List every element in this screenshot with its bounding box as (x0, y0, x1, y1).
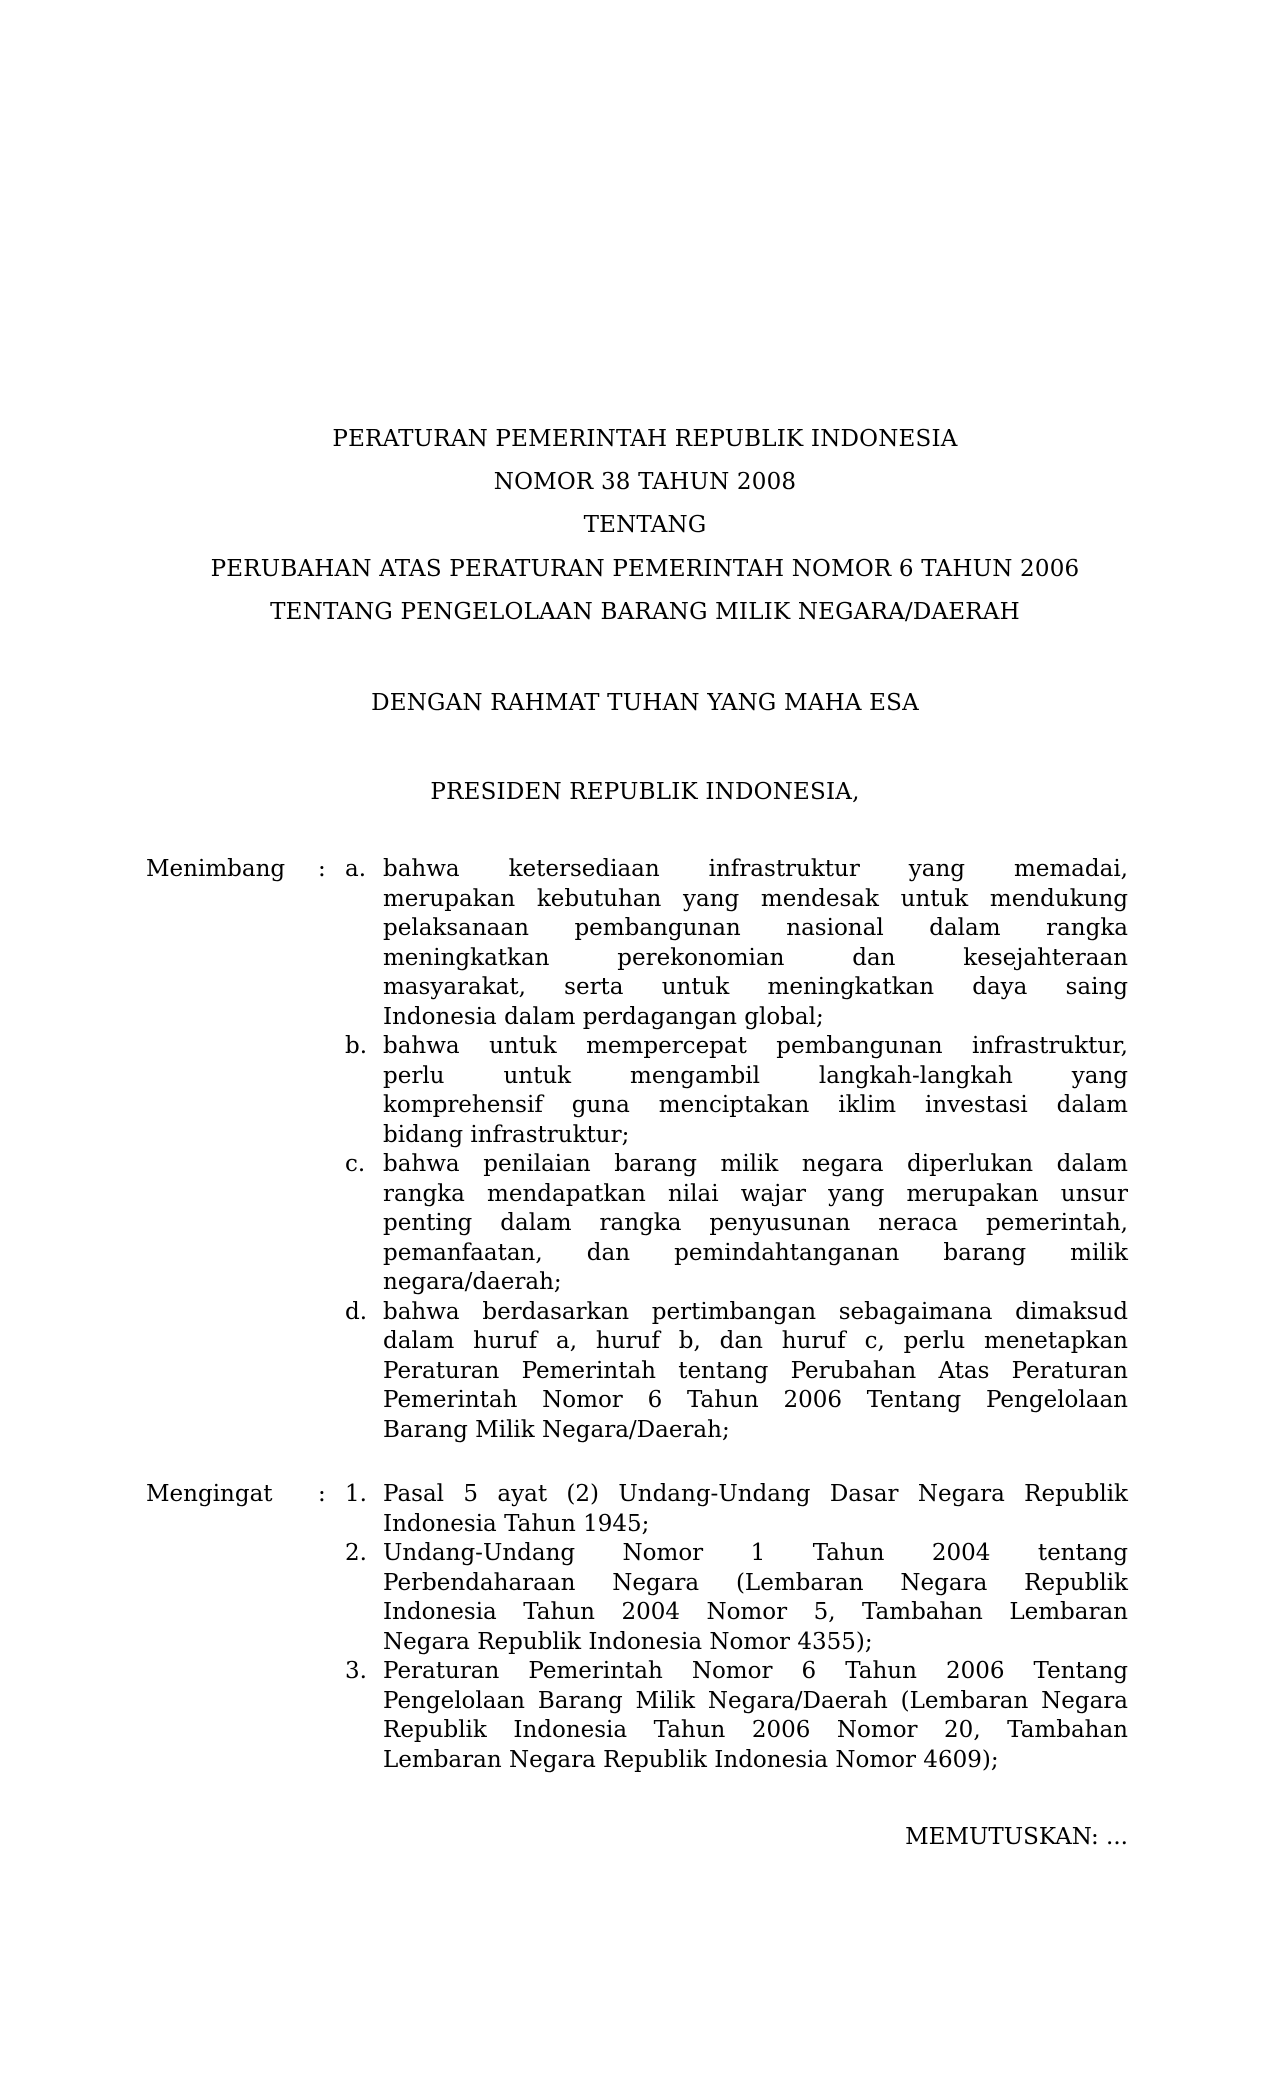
text-line: pelaksanaan pembangunan nasional dalam rangka (383, 915, 1128, 941)
title-line-3: TENTANG (583, 512, 707, 539)
text-line: bidang infrastruktur; (383, 1121, 630, 1148)
section-separator: : (318, 856, 326, 882)
text-line: Lembaran Negara Republik Indonesia Nomor 4609); (383, 1746, 999, 1773)
list-item-marker: 2. (345, 1540, 367, 1566)
text-line: bahwa untuk mempercepat pembangunan infrastruktur, (383, 1033, 1128, 1059)
section-label: Menimbang (146, 856, 286, 882)
section-label: Mengingat (146, 1481, 273, 1507)
list-item (345, 1657, 1128, 1775)
title-line-4: PERUBAHAN ATAS PERATURAN PEMERINTAH NOMOR 6 TAHUN 2006 (210, 555, 1080, 582)
text-line: Pemerintah Nomor 6 Tahun 2006 Tentang Pengelolaan (383, 1387, 1128, 1413)
authority-line: PRESIDEN REPUBLIK INDONESIA, (430, 779, 860, 805)
text-line: bahwa penilaian barang milik negara diperlukan dalam (383, 1151, 1128, 1177)
list-item-marker: 1. (345, 1481, 367, 1507)
text-line: bahwa berdasarkan pertimbangan sebagaimana dimaksud (383, 1298, 1128, 1325)
section-separator: : (318, 1481, 326, 1507)
document-title-block (150, 418, 1140, 634)
text-line: Republik Indonesia Tahun 2006 Nomor 20, Tambahan (383, 1717, 1128, 1743)
text-line: Indonesia dalam perdagangan global; (383, 1003, 824, 1030)
list-item-text (383, 1298, 1128, 1446)
text-line: perlu untuk mengambil langkah-langkah yang (383, 1062, 1128, 1089)
list-item-marker: c. (345, 1151, 366, 1177)
text-line: Negara Republik Indonesia Nomor 4355); (383, 1628, 873, 1655)
text-line: Indonesia Tahun 1945; (383, 1510, 650, 1537)
title-line-5: TENTANG PENGELOLAAN BARANG MILIK NEGARA/DAERAH (270, 598, 1020, 625)
text-line: meningkatkan perekonomian dan kesejahteraan (383, 944, 1128, 971)
list-item-text (383, 1539, 1128, 1657)
text-line: Undang-Undang Nomor 1 Tahun 2004 tentang (383, 1540, 1128, 1566)
text-line: bahwa ketersediaan infrastruktur yang memadai, (383, 856, 1128, 882)
list-item-text (383, 1657, 1128, 1775)
text-line: Peraturan Pemerintah Nomor 6 Tahun 2006 Tentang (383, 1658, 1128, 1684)
list-item (345, 855, 1128, 1032)
text-line: penting dalam rangka penyusunan neraca pemerintah, (383, 1210, 1128, 1236)
text-line: dalam huruf a, huruf b, dan huruf c, perlu menetapkan (383, 1328, 1128, 1354)
list-item-text (383, 1032, 1128, 1150)
list-item-marker: 3. (345, 1658, 367, 1684)
text-line: negara/daerah; (383, 1269, 562, 1295)
text-line: rangka mendapatkan nilai wajar yang merupakan unsur (383, 1180, 1128, 1207)
list-item-text (383, 855, 1128, 1032)
text-line: merupakan kebutuhan yang mendesak untuk mendukung (383, 885, 1128, 912)
section-items (345, 1480, 1128, 1775)
list-item (345, 1480, 1128, 1539)
text-line: komprehensif guna menciptakan iklim investasi dalam (383, 1092, 1128, 1118)
list-item-marker: d. (345, 1298, 368, 1325)
list-item (345, 1539, 1128, 1657)
list-item-text (383, 1150, 1128, 1298)
text-line: masyarakat, serta untuk meningkatkan daya saing (383, 974, 1128, 1000)
list-item-marker: a. (345, 856, 367, 882)
text-line: Pengelolaan Barang Milik Negara/Daerah (Lembaran Negara (383, 1687, 1128, 1714)
section-items (345, 855, 1128, 1445)
decision-line: MEMUTUSKAN: ... (905, 1824, 1128, 1850)
list-item (345, 1032, 1128, 1150)
section-mengingat (146, 1480, 1128, 1775)
text-line: Indonesia Tahun 2004 Nomor 5, Tambahan Lembaran (383, 1599, 1128, 1625)
list-item-text (383, 1480, 1128, 1539)
title-line-2: NOMOR 38 TAHUN 2008 (493, 469, 797, 496)
section-menimbang (146, 855, 1128, 1445)
list-item-marker: b. (345, 1033, 368, 1059)
motto-line: DENGAN RAHMAT TUHAN YANG MAHA ESA (371, 690, 919, 716)
text-line: Perbendaharaan Negara (Lembaran Negara Republik (383, 1569, 1128, 1596)
title-line-1: PERATURAN PEMERINTAH REPUBLIK INDONESIA (332, 426, 958, 452)
text-line: Pasal 5 ayat (2) Undang-Undang Dasar Negara Republik (383, 1481, 1128, 1507)
text-line: Peraturan Pemerintah tentang Perubahan Atas Peraturan (383, 1357, 1128, 1384)
text-line: Barang Milik Negara/Daerah; (383, 1416, 730, 1443)
text-line: pemanfaatan, dan pemindahtanganan barang milik (383, 1239, 1128, 1266)
list-item (345, 1150, 1128, 1298)
list-item (345, 1298, 1128, 1446)
